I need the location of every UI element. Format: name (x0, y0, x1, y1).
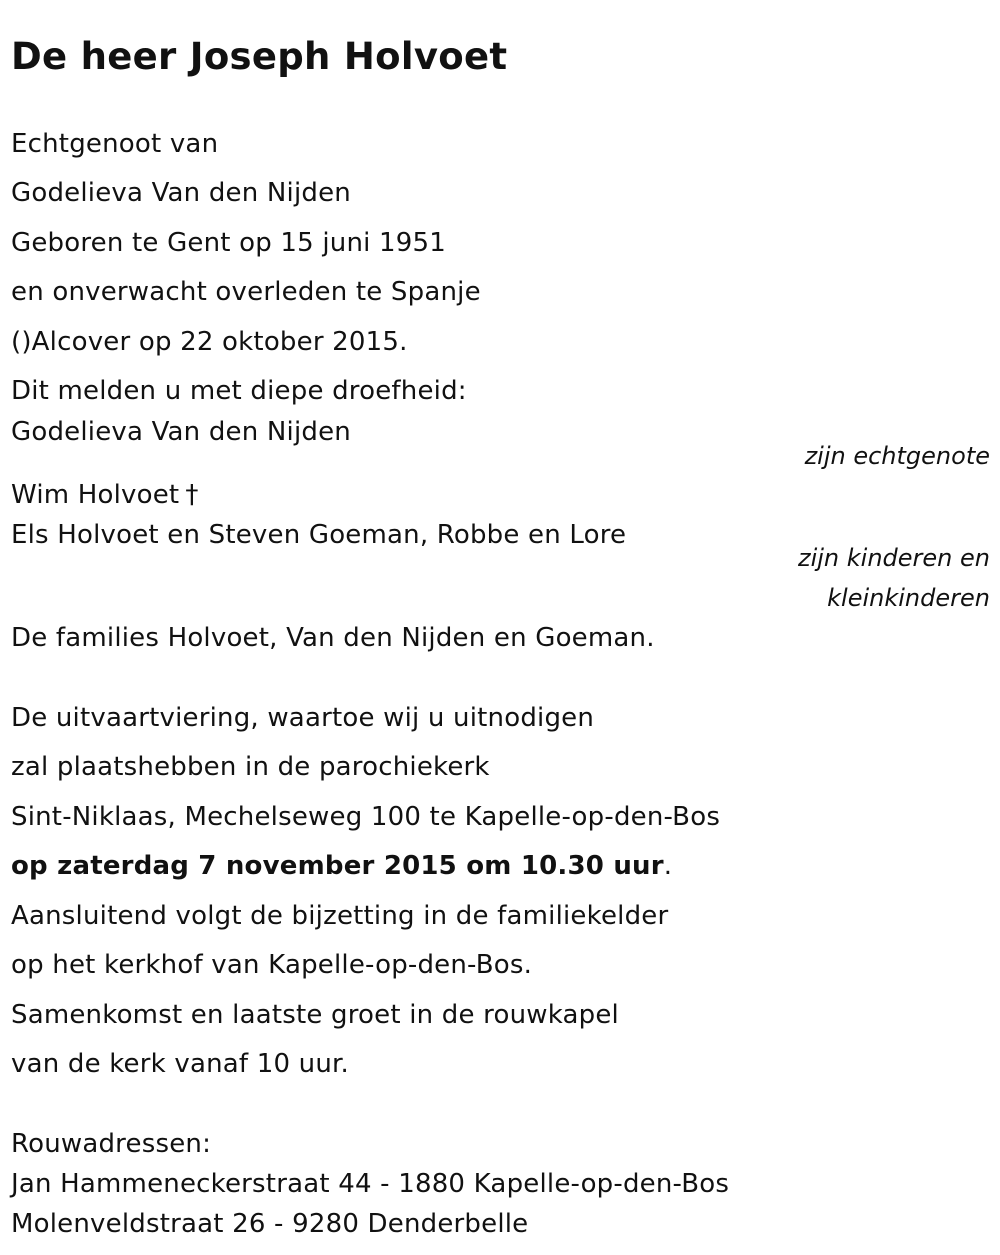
ceremony-date (11, 850, 672, 882)
ceremony-date-bold: op zaterdag 7 november 2015 om 10.30 uur (11, 851, 664, 881)
ceremony-line-6: op het kerkhof van Kapelle-op-den-Bos. (11, 950, 533, 980)
bio-line-5: ()Alcover op 22 oktober 2015. (11, 327, 408, 357)
children-role-line-1: zijn kinderen en (798, 544, 990, 572)
page-title: De heer Joseph Holvoet (11, 35, 508, 78)
address-1: Jan Hammeneckerstraat 44 - 1880 Kapelle-op-den-Bos (11, 1169, 730, 1199)
child-name-1 (11, 479, 199, 511)
ceremony-line-2: zal plaatshebben in de parochiekerk (11, 752, 490, 782)
children-role-line-2: kleinkinderen (827, 584, 990, 612)
bio-line-3: Geboren te Gent op 15 juni 1951 (11, 228, 447, 258)
spouse-role: zijn echtgenote (804, 442, 990, 470)
bio-line-1: Echtgenoot van (11, 129, 219, 159)
ceremony-line-8: van de kerk vanaf 10 uur. (11, 1049, 349, 1079)
bio-line-4: en onverwacht overleden te Spanje (11, 277, 481, 307)
ceremony-line-7: Samenkomst en laatste groet in de rouwkapel (11, 1000, 619, 1030)
ceremony-line-3: Sint-Niklaas, Mechelseweg 100 te Kapelle-op-den-Bos (11, 802, 721, 832)
bio-line-2: Godelieva Van den Nijden (11, 178, 351, 208)
cross-icon: † (185, 480, 199, 510)
ceremony-line-5: Aansluitend volgt de bijzetting in de familiekelder (11, 901, 669, 931)
spouse-name: Godelieva Van den Nijden (11, 417, 351, 447)
addresses-heading: Rouwadressen: (11, 1129, 212, 1159)
child-name-1-text: Wim Holvoet (11, 480, 180, 510)
address-2: Molenveldstraat 26 - 9280 Denderbelle (11, 1209, 529, 1239)
ceremony-line-1: De uitvaartviering, waartoe wij u uitnodigen (11, 703, 595, 733)
child-name-2: Els Holvoet en Steven Goeman, Robbe en Lore (11, 520, 627, 550)
families-text: De families Holvoet, Van den Nijden en Goeman. (11, 623, 655, 653)
ceremony-date-suffix: . (663, 851, 673, 881)
announcement-text: Dit melden u met diepe droefheid: (11, 376, 467, 406)
